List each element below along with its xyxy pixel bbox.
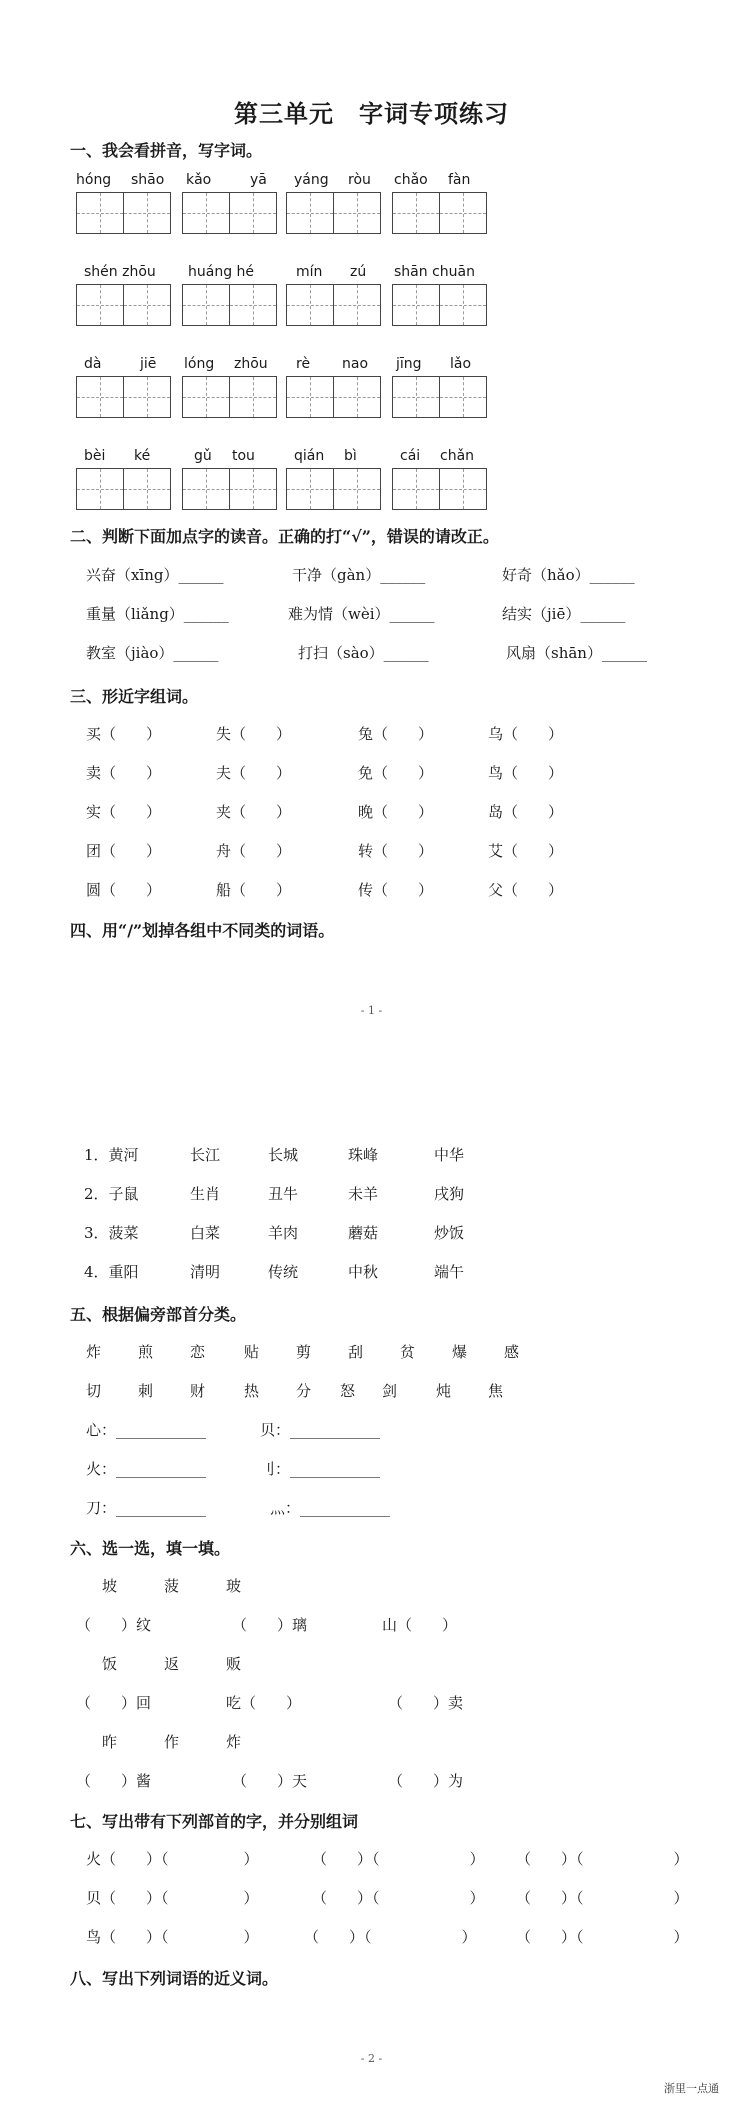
reading-item: 难为情（wèi）______ [288, 605, 435, 623]
pinyin: bèi [84, 448, 106, 464]
word-item: 1．黄河 [84, 1146, 139, 1164]
writing-grid[interactable] [76, 192, 171, 234]
character: 切 [86, 1382, 102, 1400]
writing-grid[interactable] [182, 192, 277, 234]
character: 玻 [226, 1577, 242, 1595]
pinyin: fàn [448, 172, 471, 188]
reading-item: 兴奋（xīng）______ [86, 566, 224, 584]
character: 贩 [226, 1655, 242, 1673]
word-item: 失（ ） [216, 725, 292, 743]
reading-item: 教室（jiào）______ [86, 644, 219, 662]
word-item: 传统 [268, 1263, 299, 1281]
pinyin: mín [296, 264, 323, 280]
word-item: 羊肉 [268, 1224, 299, 1242]
pinyin: lóng [184, 356, 215, 372]
character: 剑 [382, 1382, 398, 1400]
fill-item[interactable]: （ ）卖 [388, 1694, 464, 1712]
character: 爆 [452, 1343, 468, 1361]
character: 恋 [190, 1343, 206, 1361]
pinyin: shāo [131, 172, 165, 188]
section-8-heading: 八、写出下列词语的近义词。 [70, 1969, 279, 1988]
word-item: 生肖 [190, 1185, 221, 1203]
pinyin: ròu [348, 172, 371, 188]
character: 感 [504, 1343, 520, 1361]
word-item: 丑牛 [268, 1185, 299, 1203]
pinyin: hóng [76, 172, 112, 188]
reading-item: 打扫（sào）______ [298, 644, 429, 662]
watermark: 浙里一点通 [664, 2082, 719, 2095]
word-item: 白菜 [190, 1224, 221, 1242]
character: 怒 [340, 1382, 356, 1400]
character: 煎 [138, 1343, 154, 1361]
word-item: 珠峰 [348, 1146, 379, 1164]
character: 昨 [102, 1733, 118, 1751]
fill-item[interactable]: （ ）璃 [232, 1616, 308, 1634]
character: 炸 [226, 1733, 242, 1751]
character: 作 [164, 1733, 180, 1751]
word-item: 实（ ） [86, 803, 162, 821]
word-item: 免（ ） [358, 764, 434, 782]
character: 刺 [138, 1382, 154, 1400]
writing-grid[interactable] [76, 376, 171, 418]
pinyin: dà [84, 356, 102, 372]
writing-grid[interactable] [76, 284, 171, 326]
fill-item[interactable]: （ ）（ ） [516, 1889, 689, 1907]
word-item: 晚（ ） [358, 803, 434, 821]
word-item: 船（ ） [216, 881, 292, 899]
pinyin: rè [296, 356, 311, 372]
word-item: 戌狗 [434, 1185, 465, 1203]
word-item: 长城 [268, 1146, 299, 1164]
pinyin: jīng [396, 356, 422, 372]
writing-grid[interactable] [392, 192, 487, 234]
fill-item[interactable]: （ ）纹 [76, 1616, 152, 1634]
word-item: 中华 [434, 1146, 465, 1164]
reading-item: 干净（gàn）______ [292, 566, 426, 584]
word-item: 蘑菇 [348, 1224, 379, 1242]
character: 分 [296, 1382, 312, 1400]
writing-grid[interactable] [182, 468, 277, 510]
pinyin: qián [294, 448, 325, 464]
word-item: 2．子鼠 [84, 1185, 139, 1203]
radical-blank[interactable]: 灬：____________ [270, 1499, 391, 1517]
pinyin: gǔ [194, 448, 212, 464]
character: 坡 [102, 1577, 118, 1595]
word-item: 中秋 [348, 1263, 379, 1281]
reading-item: 重量（liǎng）______ [86, 605, 229, 623]
word-item: 乌（ ） [488, 725, 564, 743]
word-item: 未羊 [348, 1185, 379, 1203]
word-item: 端午 [434, 1263, 465, 1281]
fill-item[interactable]: （ ）（ ） [516, 1928, 689, 1946]
character: 饭 [102, 1655, 118, 1673]
pinyin: zú [350, 264, 367, 280]
fill-item[interactable]: （ ）天 [232, 1772, 308, 1790]
word-item: 夹（ ） [216, 803, 292, 821]
reading-item: 结实（jiē）______ [502, 605, 626, 623]
pinyin: huáng hé [188, 264, 255, 280]
pinyin: nao [342, 356, 369, 372]
pinyin: lǎo [450, 356, 472, 372]
page-title: 第三单元 字词专项练习 [234, 99, 509, 128]
character: 剪 [296, 1343, 312, 1361]
character: 菠 [164, 1577, 180, 1595]
radical-blank[interactable]: 火：____________ [86, 1460, 207, 1478]
character: 焦 [488, 1382, 504, 1400]
character: 返 [164, 1655, 180, 1673]
word-item: 4．重阳 [84, 1263, 139, 1281]
fill-item[interactable]: 山（ ） [382, 1616, 458, 1634]
word-item: 舟（ ） [216, 842, 292, 860]
word-item: 长江 [190, 1146, 221, 1164]
word-item: 买（ ） [86, 725, 162, 743]
writing-grid[interactable] [286, 284, 381, 326]
writing-grid[interactable] [286, 192, 381, 234]
pinyin: chǎo [394, 172, 428, 188]
page-number: - 2 - [360, 2052, 383, 2065]
pinyin: bì [344, 448, 357, 464]
fill-item[interactable]: 火（ ）（ ） [86, 1850, 259, 1868]
radical-blank[interactable]: 刂：____________ [260, 1460, 381, 1478]
word-item: 鸟（ ） [488, 764, 564, 782]
fill-item[interactable]: （ ）回 [76, 1694, 152, 1712]
word-item: 炒饭 [434, 1224, 465, 1242]
writing-grid[interactable] [392, 376, 487, 418]
pinyin: yáng [294, 172, 329, 188]
word-item: 岛（ ） [488, 803, 564, 821]
word-item: 3．菠菜 [84, 1224, 139, 1242]
section-4-heading: 四、用“/”划掉各组中不同类的词语。 [70, 921, 335, 940]
character: 炸 [86, 1343, 102, 1361]
word-item: 夫（ ） [216, 764, 292, 782]
fill-item[interactable]: 吃（ ） [226, 1694, 302, 1712]
pinyin: kǎo [186, 172, 212, 188]
fill-item[interactable]: （ ）（ ） [312, 1889, 485, 1907]
writing-grid[interactable] [392, 468, 487, 510]
writing-grid[interactable] [182, 376, 277, 418]
character: 热 [244, 1382, 260, 1400]
fill-item[interactable]: 贝（ ）（ ） [86, 1889, 259, 1907]
pinyin: cái [400, 448, 421, 464]
pinyin: ké [134, 448, 151, 464]
fill-item[interactable]: 鸟（ ）（ ） [86, 1928, 259, 1946]
word-item: 兔（ ） [358, 725, 434, 743]
writing-grid[interactable] [76, 468, 171, 510]
pinyin: zhōu [234, 356, 268, 372]
character: 财 [190, 1382, 206, 1400]
section-2-heading: 二、判断下面加点字的读音。正确的打“√”，错误的请改正。 [70, 527, 499, 546]
character: 贴 [244, 1343, 260, 1361]
word-item: 艾（ ） [488, 842, 564, 860]
radical-blank[interactable]: 贝：____________ [260, 1421, 381, 1439]
writing-grid[interactable] [286, 376, 381, 418]
word-item: 转（ ） [358, 842, 434, 860]
section-1-heading: 一、我会看拼音，写字词。 [70, 141, 263, 160]
radical-blank[interactable]: 刀：____________ [86, 1499, 207, 1517]
word-item: 团（ ） [86, 842, 162, 860]
pinyin: jiē [140, 356, 157, 372]
section-3-heading: 三、形近字组词。 [70, 687, 199, 706]
fill-item[interactable]: （ ）酱 [76, 1772, 152, 1790]
fill-item[interactable]: （ ）（ ） [304, 1928, 477, 1946]
character: 贫 [400, 1343, 416, 1361]
character: 刮 [348, 1343, 364, 1361]
fill-item[interactable]: （ ）（ ） [516, 1850, 689, 1868]
section-6-heading: 六、选一选，填一填。 [70, 1539, 231, 1558]
reading-item: 好奇（hǎo）______ [502, 566, 635, 584]
writing-grid[interactable] [392, 284, 487, 326]
pinyin: shén zhōu [84, 264, 156, 280]
word-item: 父（ ） [488, 881, 564, 899]
character: 炖 [436, 1382, 452, 1400]
section-5-heading: 五、根据偏旁部首分类。 [70, 1305, 247, 1324]
pinyin: tou [232, 448, 255, 464]
word-item: 清明 [190, 1263, 221, 1281]
radical-blank[interactable]: 心：____________ [86, 1421, 207, 1439]
pinyin: shān chuān [394, 264, 475, 280]
writing-grid[interactable] [286, 468, 381, 510]
pinyin: yā [250, 172, 267, 188]
fill-item[interactable]: （ ）为 [388, 1772, 464, 1790]
section-7-heading: 七、写出带有下列部首的字，并分别组词 [70, 1812, 359, 1831]
fill-item[interactable]: （ ）（ ） [312, 1850, 485, 1868]
word-item: 传（ ） [358, 881, 434, 899]
page-number: - 1 - [360, 1004, 383, 1017]
word-item: 圆（ ） [86, 881, 162, 899]
pinyin: chǎn [440, 448, 475, 464]
reading-item: 风扇（shān）______ [506, 644, 647, 662]
writing-grid[interactable] [182, 284, 277, 326]
word-item: 卖（ ） [86, 764, 162, 782]
